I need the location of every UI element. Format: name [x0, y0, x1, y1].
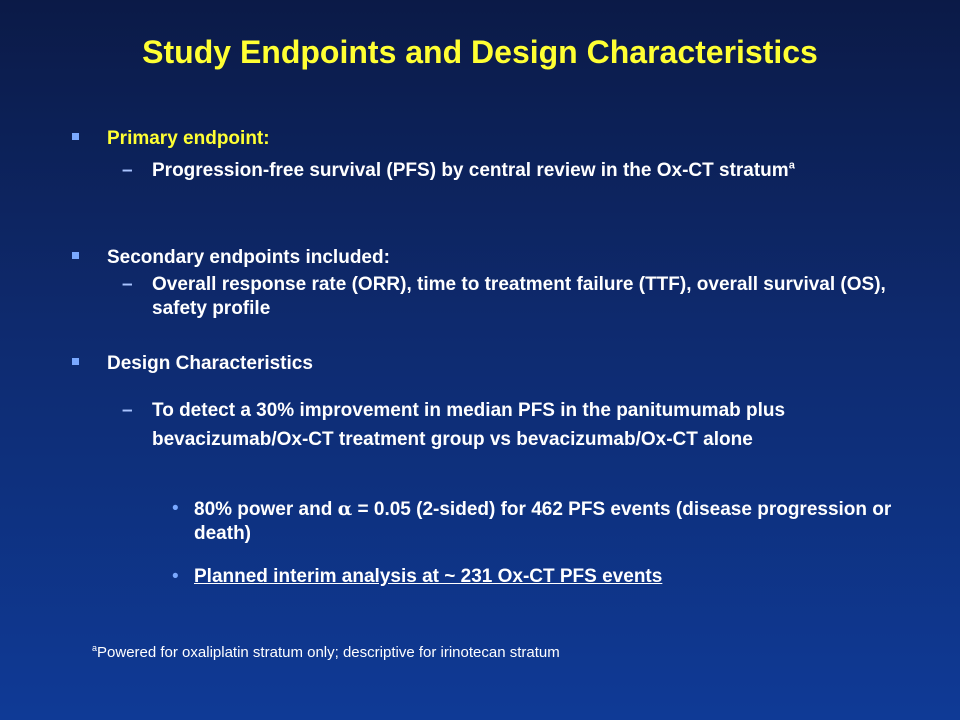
- power-text-part1: 80% power and: [194, 499, 338, 520]
- dot-bullet-icon: •: [172, 566, 179, 587]
- design-subpoint-interim: [172, 565, 902, 589]
- subitem-primary: [122, 159, 922, 183]
- bullet-design-characteristics: [72, 352, 313, 376]
- footnote-text: Powered for oxaliplatin stratum only; descriptive for irinotecan stratum: [97, 644, 560, 661]
- secondary-endpoints-label: Secondary endpoints included:: [107, 247, 390, 268]
- dot-bullet-icon: •: [172, 498, 179, 519]
- primary-endpoint-text: [152, 159, 795, 183]
- interim-analysis-text: Planned interim analysis at ~ 231 Ox-CT PFS events: [194, 566, 663, 587]
- subitem-secondary: [122, 273, 922, 321]
- dash-bullet-icon: –: [122, 274, 133, 295]
- footnote: [92, 643, 560, 661]
- footnote-sup: a: [92, 643, 98, 653]
- design-subpoint-power: [172, 497, 902, 546]
- subitem-design: [122, 396, 922, 454]
- square-bullet-icon: [72, 252, 79, 259]
- power-text-part2: = 0.05 (2-sided) for 462 PFS events (disease progression or death): [194, 499, 892, 544]
- design-text: To detect a 30% improvement in median PFS in the panitumumab plus bevacizumab/Ox-CT treatment group vs bevacizumab/Ox-CT alone: [152, 400, 786, 450]
- bullet-primary-endpoint: [72, 127, 270, 151]
- dash-bullet-icon: –: [122, 400, 133, 421]
- bullet-secondary-endpoints: [72, 246, 390, 270]
- design-characteristics-label: Design Characteristics: [107, 353, 313, 374]
- slide-title: Study Endpoints and Design Characteristics: [142, 34, 818, 70]
- dash-bullet-icon: –: [122, 160, 133, 181]
- power-text: [194, 497, 902, 546]
- square-bullet-icon: [72, 133, 79, 140]
- footnote-marker: a: [788, 159, 795, 172]
- primary-endpoint-label: Primary endpoint:: [107, 128, 270, 149]
- primary-endpoint-desc: Progression-free survival (PFS) by central review in the Ox-CT stratum: [152, 160, 789, 181]
- square-bullet-icon: [72, 358, 79, 365]
- alpha-symbol: α: [337, 498, 353, 520]
- secondary-endpoints-text: Overall response rate (ORR), time to treatment failure (TTF), overall survival (OS), safety profile: [152, 274, 886, 319]
